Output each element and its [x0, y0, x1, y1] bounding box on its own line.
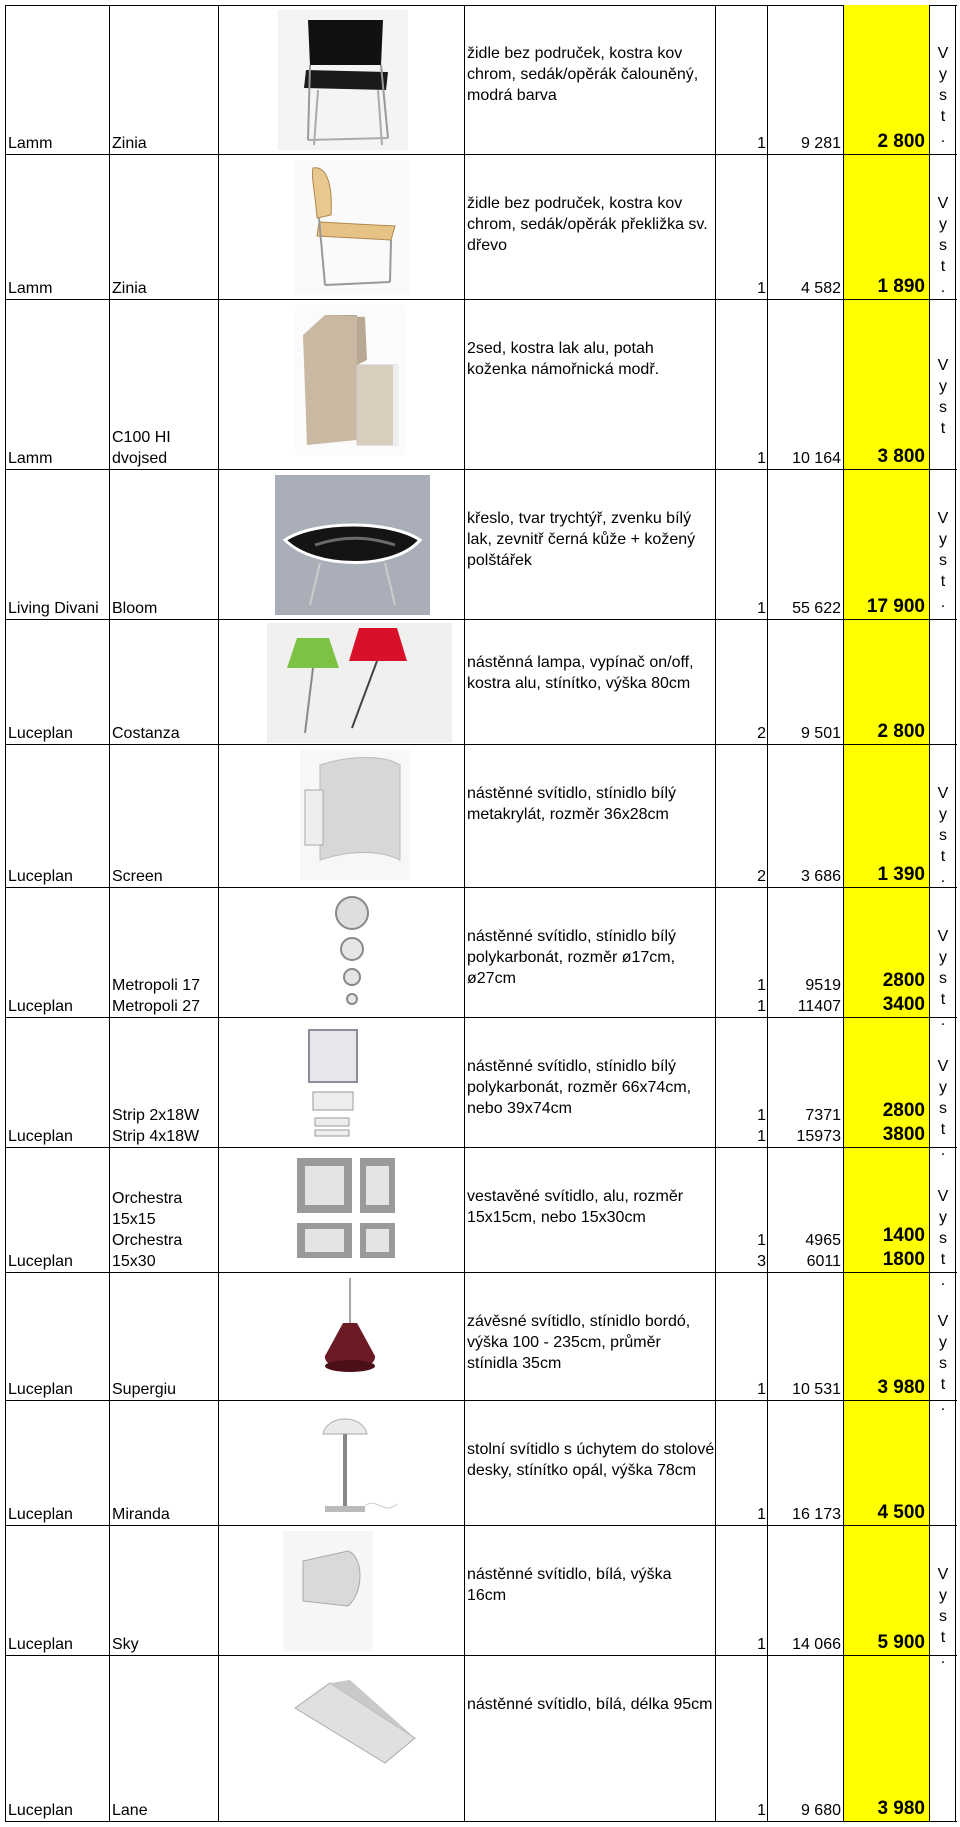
- vystava-letter: y: [939, 1334, 947, 1351]
- list-price-line: 9519: [805, 977, 841, 994]
- vystava-letter: t: [940, 848, 946, 865]
- list-price-line: 10 531: [792, 1381, 841, 1398]
- list-price-line: 15973: [796, 1128, 841, 1145]
- sale-price-line: 2 800: [877, 131, 925, 152]
- quantity-line: 2: [757, 868, 766, 885]
- vystava-letter: y: [939, 1209, 947, 1226]
- brand-cell: Luceplan: [8, 998, 73, 1015]
- description-cell: židle bez područek, kostra kov chrom, sedák/opěrák překližka sv. dřevo: [467, 195, 708, 254]
- quantity-cell: [717, 448, 766, 469]
- sale-price-cell: [845, 1501, 925, 1525]
- model-cell: [112, 1634, 139, 1655]
- wall-lamps-image: [267, 623, 452, 743]
- list-price-line: 10 164: [792, 450, 841, 467]
- sky-wall-light-image: [283, 1531, 373, 1651]
- list-price-line: 9 680: [800, 1802, 841, 1819]
- vystava-letter: s: [939, 552, 947, 569]
- vystava-letter: V: [937, 195, 949, 212]
- vystava-cell: [933, 1564, 953, 1669]
- quantity-line: 3: [757, 1253, 766, 1270]
- vystava-letter: s: [939, 970, 947, 987]
- vystava-letter: y: [939, 531, 947, 548]
- quantity-line: 1: [757, 1232, 766, 1249]
- vystava-letter: s: [939, 1100, 947, 1117]
- list-price-cell: [767, 1504, 841, 1525]
- quantity-line: 1: [757, 1506, 766, 1523]
- vystava-letter: V: [937, 1058, 949, 1075]
- brand-cell: Living Divani: [8, 600, 99, 617]
- quantity-line: 2: [757, 725, 766, 742]
- vystava-letter: s: [939, 1355, 947, 1372]
- description-cell: nástěnné svítidlo, stínidlo bílý polykarbonát, rozměr ø17cm, ø27cm: [467, 928, 677, 987]
- quantity-line: 1: [757, 1636, 766, 1653]
- model-line: Sky: [112, 1636, 139, 1653]
- model-cell: [112, 133, 147, 154]
- table-row: [5, 745, 957, 888]
- sale-price-cell: [845, 445, 925, 469]
- vystava-cell: [933, 926, 953, 1031]
- table-row: [5, 470, 957, 620]
- vystava-cell: [933, 355, 953, 439]
- model-line: 15x30: [112, 1253, 156, 1270]
- grid-line: [767, 5, 768, 1822]
- vystava-letter: y: [939, 216, 947, 233]
- grid-line: [5, 5, 6, 1822]
- vystava-letter: y: [939, 1079, 947, 1096]
- sale-price-cell: [845, 130, 925, 154]
- sale-price-line: 5 900: [877, 1632, 925, 1653]
- quantity-cell: [717, 1379, 766, 1400]
- vystava-letter: .: [940, 594, 946, 611]
- vystava-cell: [933, 783, 953, 888]
- quantity-cell: [717, 723, 766, 744]
- quantity-cell: [717, 866, 766, 887]
- black-stacking-chair-image: [278, 10, 408, 150]
- list-price-line: 9 501: [800, 725, 841, 742]
- list-price-line: 3 686: [800, 868, 841, 885]
- model-line: Zinia: [112, 135, 147, 152]
- brand-cell: Luceplan: [8, 1636, 73, 1653]
- description-cell: křeslo, tvar trychtýř, zvenku bílý lak, zevnitř černá kůže + kožený polštářek: [467, 510, 696, 569]
- list-price-line: 14 066: [792, 1636, 841, 1653]
- model-cell: [112, 278, 147, 299]
- grid-line: [715, 5, 716, 1822]
- funnel-armchair-image: [275, 475, 430, 615]
- sale-price-cell: [845, 863, 925, 887]
- vystava-letter: y: [939, 806, 947, 823]
- model-line: Zinia: [112, 280, 147, 297]
- vystava-letter: s: [939, 827, 947, 844]
- description-cell: nástěnné svítidlo, bílá, délka 95cm: [467, 1696, 713, 1713]
- model-line: Metropoli 27: [112, 998, 201, 1015]
- sale-price-line: 2 800: [877, 721, 925, 742]
- sale-price-cell: [845, 1797, 925, 1821]
- brand-cell: Lamm: [8, 280, 53, 297]
- table-row: [5, 1273, 957, 1414]
- vystava-letter: y: [939, 1587, 947, 1604]
- table-row: [5, 1401, 957, 1526]
- strip-lights-image: [305, 1028, 365, 1138]
- auditorium-seat-image: [295, 305, 405, 455]
- model-cell: [112, 723, 180, 744]
- sale-price-cell: [845, 275, 925, 299]
- quantity-line: 1: [757, 1107, 766, 1124]
- vystava-letter: .: [940, 1272, 946, 1289]
- price-highlight: [843, 300, 929, 469]
- list-price-cell: [767, 1800, 841, 1821]
- description-cell: závěsné svítidlo, stínidlo bordó, výška 100 - 235cm, průměr stínidla 35cm: [467, 1313, 691, 1372]
- vystava-cell: [933, 193, 953, 298]
- vystava-letter: s: [939, 87, 947, 104]
- vystava-letter: t: [940, 1121, 946, 1138]
- vystava-letter: t: [940, 108, 946, 125]
- brand-cell: Lamm: [8, 450, 53, 467]
- vystava-letter: V: [937, 510, 949, 527]
- quantity-line: 1: [757, 1381, 766, 1398]
- list-price-cell: [767, 723, 841, 744]
- list-price-cell: [767, 598, 841, 619]
- vystava-letter: V: [937, 785, 949, 802]
- recessed-lights-image: [295, 1156, 410, 1266]
- lane-wall-light-image: [290, 1668, 420, 1768]
- price-sheet: [5, 5, 957, 1822]
- quantity-cell: [717, 133, 766, 154]
- model-line: Strip 4x18W: [112, 1128, 200, 1145]
- model-line: Screen: [112, 868, 163, 885]
- table-row: [5, 620, 957, 745]
- model-line: Strip 2x18W: [112, 1107, 200, 1124]
- model-line: dvojsed: [112, 450, 168, 467]
- list-price-line: 4965: [805, 1232, 841, 1249]
- vystava-letter: V: [937, 357, 949, 374]
- quantity-line: 1: [757, 600, 766, 617]
- quantity-cell: [717, 598, 766, 619]
- description-cell: nástěnné svítidlo, stínidlo bílý metakrylát, rozměr 36x28cm: [467, 785, 677, 823]
- quantity-cell: [717, 1504, 766, 1525]
- quantity-line: 1: [757, 998, 766, 1015]
- round-lights-image: [330, 893, 375, 1013]
- sale-price-line: 2800: [882, 970, 925, 991]
- vystava-letter: t: [940, 1251, 946, 1268]
- sale-price-cell: [845, 1224, 925, 1272]
- quantity-line: 1: [757, 135, 766, 152]
- sale-price-line: 3 800: [877, 446, 925, 467]
- vystava-letter: s: [939, 1608, 947, 1625]
- vystava-cell: [933, 508, 953, 613]
- sale-price-cell: [845, 1376, 925, 1400]
- vystava-letter: y: [939, 949, 947, 966]
- list-price-cell: [767, 1634, 841, 1655]
- vystava-letter: t: [940, 1629, 946, 1646]
- sale-price-line: 2800: [882, 1100, 925, 1121]
- model-cell: [112, 866, 163, 887]
- brand-cell: Luceplan: [8, 1506, 73, 1523]
- sale-price-cell: [845, 969, 925, 1017]
- list-price-line: 16 173: [792, 1506, 841, 1523]
- vystava-cell: [933, 1056, 953, 1161]
- list-price-line: 9 281: [800, 135, 841, 152]
- vystava-letter: .: [940, 869, 946, 886]
- vystava-letter: t: [940, 1376, 946, 1393]
- grid-line: [955, 5, 956, 1822]
- pendant-lamp-image: [305, 1278, 395, 1396]
- table-row: [5, 155, 957, 300]
- quantity-cell: [717, 1105, 766, 1147]
- list-price-line: 4 582: [800, 280, 841, 297]
- vystava-letter: y: [939, 66, 947, 83]
- table-row: [5, 1018, 957, 1159]
- vystava-letter: V: [937, 928, 949, 945]
- brand-cell: Luceplan: [8, 1253, 73, 1270]
- list-price-cell: [767, 1379, 841, 1400]
- model-line: C100 HI: [112, 429, 171, 446]
- vystava-letter: t: [940, 420, 946, 437]
- description-cell: vestavěné svítidlo, alu, rozměr 15x15cm, nebo 15x30cm: [467, 1188, 684, 1226]
- table-row: [5, 1148, 957, 1289]
- list-price-cell: [767, 448, 841, 469]
- sale-price-line: 3 980: [877, 1377, 925, 1398]
- brand-cell: Lamm: [8, 135, 53, 152]
- model-cell: [112, 1188, 182, 1272]
- model-line: 15x15: [112, 1211, 156, 1228]
- vystava-letter: t: [940, 573, 946, 590]
- model-cell: [112, 598, 157, 619]
- vystava-letter: .: [940, 1397, 946, 1414]
- brand-cell: Luceplan: [8, 868, 73, 885]
- table-row: [5, 1656, 957, 1822]
- sale-price-line: 3400: [882, 994, 925, 1015]
- vystava-letter: .: [940, 1012, 946, 1029]
- list-price-cell: [767, 975, 841, 1017]
- vystava-letter: V: [937, 1188, 949, 1205]
- brand-cell: Luceplan: [8, 725, 73, 742]
- vystava-letter: s: [939, 237, 947, 254]
- list-price-line: 7371: [805, 1107, 841, 1124]
- quantity-cell: [717, 1230, 766, 1272]
- brand-cell: Luceplan: [8, 1381, 73, 1398]
- vystava-letter: y: [939, 378, 947, 395]
- quantity-cell: [717, 975, 766, 1017]
- sale-price-line: 1 390: [877, 864, 925, 885]
- model-line: Orchestra: [112, 1232, 183, 1249]
- vystava-letter: t: [940, 991, 946, 1008]
- quantity-cell: [717, 1634, 766, 1655]
- sale-price-cell: [845, 1631, 925, 1655]
- wall-screen-light-image: [300, 750, 410, 880]
- sale-price-line: 1800: [882, 1249, 925, 1270]
- vystava-letter: .: [940, 1650, 946, 1667]
- grid-line: [843, 5, 844, 1822]
- list-price-cell: [767, 278, 841, 299]
- grid-line: [929, 5, 930, 1822]
- list-price-cell: [767, 1105, 841, 1147]
- model-line: Supergiu: [112, 1381, 177, 1398]
- vystava-letter: V: [937, 45, 949, 62]
- vystava-letter: .: [940, 279, 946, 296]
- description-cell: nástěnné svítidlo, bílá, výška 16cm: [467, 1566, 672, 1604]
- quantity-line: 1: [757, 280, 766, 297]
- model-cell: [112, 975, 200, 1017]
- vystava-letter: .: [940, 1142, 946, 1159]
- list-price-cell: [767, 133, 841, 154]
- description-cell: židle bez područek, kostra kov chrom, sedák/opěrák čalouněný, modrá barva: [467, 45, 699, 104]
- sale-price-cell: [845, 595, 925, 619]
- grid-line: [218, 5, 219, 1822]
- description-cell: 2sed, kostra lak alu, potah koženka námořnická modř.: [467, 340, 660, 378]
- quantity-line: 1: [757, 1802, 766, 1819]
- model-line: Lane: [112, 1802, 148, 1819]
- quantity-line: 1: [757, 1128, 766, 1145]
- sale-price-cell: [845, 1099, 925, 1147]
- model-line: Miranda: [112, 1506, 170, 1523]
- sale-price-line: 4 500: [877, 1502, 925, 1523]
- list-price-cell: [767, 1230, 841, 1272]
- model-cell: [112, 1800, 148, 1821]
- list-price-cell: [767, 866, 841, 887]
- table-row: [5, 1526, 957, 1667]
- vystava-letter: .: [940, 129, 946, 146]
- quantity-cell: [717, 1800, 766, 1821]
- sale-price-line: 1 890: [877, 276, 925, 297]
- model-cell: [112, 1105, 199, 1147]
- vystava-cell: [933, 43, 953, 148]
- sale-price-line: 1400: [882, 1225, 925, 1246]
- sale-price-line: 3800: [882, 1124, 925, 1145]
- model-line: Bloom: [112, 600, 158, 617]
- table-row: [5, 888, 957, 1029]
- description-cell: nástěnná lampa, vypínač on/off, kostra alu, stínítko, výška 80cm: [467, 654, 694, 692]
- list-price-line: 6011: [806, 1253, 841, 1270]
- quantity-line: 1: [757, 450, 766, 467]
- grid-line: [109, 5, 110, 1822]
- vystava-letter: s: [939, 1230, 947, 1247]
- description-cell: nástěnné svítidlo, stínidlo bílý polykarbonát, rozměr 66x74cm, nebo 39x74cm: [467, 1058, 692, 1117]
- wood-stacking-chair-image: [295, 160, 410, 295]
- brand-cell: Luceplan: [8, 1802, 73, 1819]
- vystava-letter: V: [937, 1566, 949, 1583]
- model-line: Orchestra: [112, 1190, 183, 1207]
- model-cell: [112, 1379, 176, 1400]
- table-row: [5, 300, 957, 470]
- vystava-letter: s: [939, 399, 947, 416]
- sale-price-line: 17 900: [866, 596, 925, 617]
- list-price-line: 55 622: [792, 600, 841, 617]
- model-cell: [112, 1504, 170, 1525]
- sale-price-line: 3 980: [877, 1798, 925, 1819]
- vystava-letter: V: [937, 1313, 949, 1330]
- brand-cell: Luceplan: [8, 1128, 73, 1145]
- description-cell: stolní svítidlo s úchytem do stolové desky, stínítko opál, výška 78cm: [467, 1441, 715, 1479]
- sale-price-cell: [845, 720, 925, 744]
- quantity-line: 1: [757, 977, 766, 994]
- grid-line: [464, 5, 465, 1822]
- model-line: Metropoli 17: [112, 977, 201, 994]
- model-line: Costanza: [112, 725, 180, 742]
- vystava-letter: t: [940, 258, 946, 275]
- table-row: [5, 5, 957, 155]
- model-cell: [112, 427, 171, 469]
- list-price-line: 11407: [797, 998, 841, 1015]
- table-lamp-image: [305, 1406, 405, 1521]
- quantity-cell: [717, 278, 766, 299]
